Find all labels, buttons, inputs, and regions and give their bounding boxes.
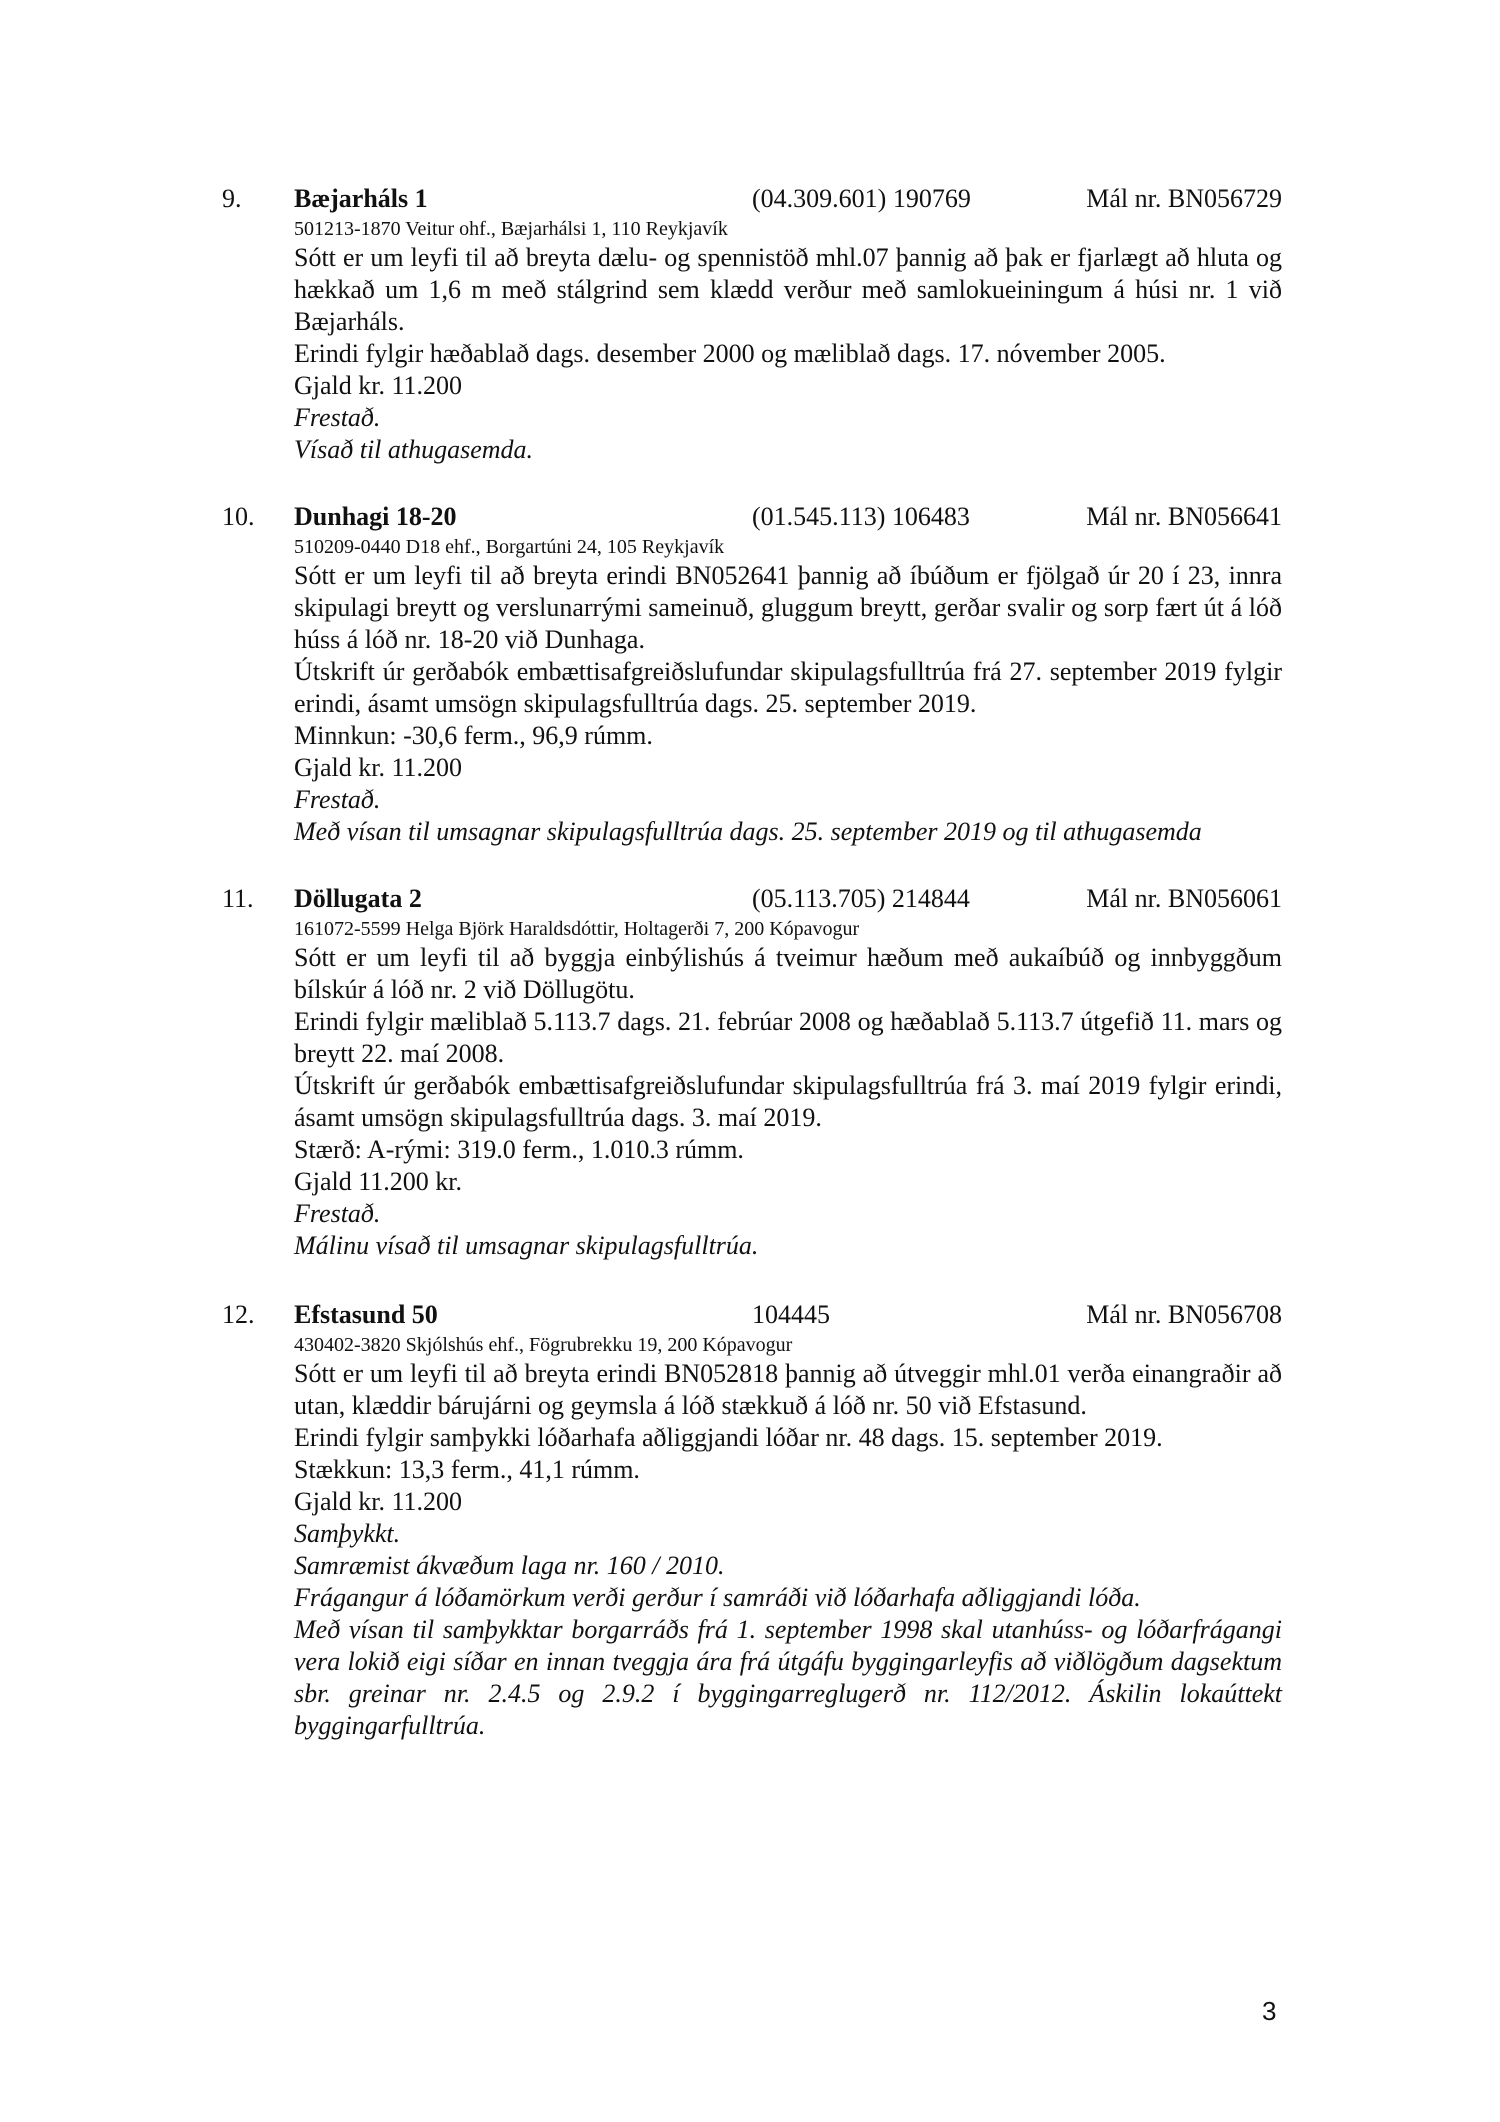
meeting-extract: Útskrift úr gerðabók embættisafgreiðslufundar skipulagsfulltrúa frá 3. maí 2019 fylgir erindi, ásamt umsögn skipulagsfulltrúa dags. 3. maí 2019. — [294, 1071, 1282, 1132]
lot-number: (05.113.705) 214844 — [752, 884, 970, 913]
size: Stærð: A-rými: 319.0 ferm., 1.010.3 rúmm. — [294, 1135, 744, 1164]
description: Sótt er um leyfi til að breyta erindi BN052641 þannig að íbúðum er fjölgað úr 20 í 23, innra skipulagi breytt og verslunarrými sameinuð, gluggum breytt, gerðar svalir og sorp fært út á lóð húss á lóð nr. 18-20 við Dunhaga. — [294, 561, 1282, 654]
attachments: Erindi fylgir hæðablað dags. desember 2000 og mæliblað dags. 17. nóvember 2005. — [294, 339, 1166, 368]
case-number: 9. — [222, 184, 242, 213]
decision-note: Málinu vísað til umsagnar skipulagsfulltrúa. — [294, 1231, 759, 1260]
applicant: 161072-5599 Helga Björk Haraldsdóttir, Holtagerði 7, 200 Kópavogur — [294, 918, 860, 940]
attachments: Erindi fylgir mæliblað 5.113.7 dags. 21. febrúar 2008 og hæðablað 5.113.7 útgefið 11. mars og breytt 22. maí 2008. — [294, 1007, 1282, 1068]
case-title: Döllugata 2 — [294, 884, 422, 913]
case-header — [222, 1298, 1282, 1332]
lot-number: (01.545.113) 106483 — [752, 502, 970, 531]
case-item-bæjarhals — [222, 182, 1282, 466]
size-change: Minnkun: -30,6 ferm., 96,9 rúmm. — [294, 721, 653, 750]
case-id: Mál nr. BN056061 — [1086, 884, 1282, 913]
case-body — [294, 216, 1282, 466]
case-header — [222, 500, 1282, 534]
case-id: Mál nr. BN056729 — [1086, 184, 1282, 213]
lot-number: 104445 — [752, 1300, 830, 1329]
case-title: Efstasund 50 — [294, 1300, 438, 1329]
case-header — [222, 182, 1282, 216]
fee: Gjald kr. 11.200 — [294, 371, 463, 400]
decision: Frestað. — [294, 1199, 381, 1228]
case-id: Mál nr. BN056708 — [1086, 1300, 1282, 1329]
case-title: Bæjarháls 1 — [294, 184, 428, 213]
description: Sótt er um leyfi til að breyta dælu- og spennistöð mhl.07 þannig að þak er fjarlægt að hluta og hækkað um 1,6 m með stálgrind sem klædd verður með samlokueiningum á húsi nr. 1 við Bæjarháls. — [294, 243, 1282, 336]
page-number: 3 — [1262, 1996, 1277, 2026]
fee: Gjald kr. 11.200 — [294, 753, 463, 782]
decision-note: Með vísan til umsagnar skipulagsfulltrúa dags. 25. september 2019 og til athugasemda — [294, 817, 1202, 846]
attachments: Útskrift úr gerðabók embættisafgreiðslufundar skipulagsfulltrúa frá 27. september 2019 fylgir erindi, ásamt umsögn skipulagsfulltrúa dags. 25. september 2019. — [294, 657, 1282, 718]
case-number: 11. — [222, 884, 254, 913]
case-item-efstasund — [222, 1298, 1282, 1742]
size-change: Stækkun: 13,3 ferm., 41,1 rúmm. — [294, 1455, 640, 1484]
decision: Frestað. — [294, 785, 381, 814]
decision: Frestað. — [294, 403, 381, 432]
case-id: Mál nr. BN056641 — [1086, 502, 1282, 531]
case-item-dunhagi — [222, 500, 1282, 848]
fee: Gjald 11.200 kr. — [294, 1167, 463, 1196]
lot-number: (04.309.601) 190769 — [752, 184, 971, 213]
case-number: 10. — [222, 502, 255, 531]
description: Sótt er um leyfi til að byggja einbýlishús á tveimur hæðum með aukaíbúð og innbyggðum bílskúr á lóð nr. 2 við Döllugötu. — [294, 943, 1282, 1004]
description: Sótt er um leyfi til að breyta erindi BN052818 þannig að útveggir mhl.01 verða einangraðir að utan, klæddir bárujárni og geymsla á lóð stækkuð á lóð nr. 50 við Efstasund. — [294, 1359, 1282, 1420]
applicant: 430402-3820 Skjólshús ehf., Fögrubrekku 19, 200 Kópavogur — [294, 1334, 793, 1356]
applicant: 510209-0440 D18 ehf., Borgartúni 24, 105 Reykjavík — [294, 536, 725, 558]
case-body — [294, 1332, 1282, 1742]
case-title: Dunhagi 18-20 — [294, 502, 457, 531]
decision-note: Með vísan til samþykktar borgarráðs frá 1. september 1998 skal utanhúss- og lóðarfrágangi vera lokið eigi síðar en innan tveggja ára frá útgáfu byggingarleyfis að viðlögðum dagsektum sbr. greinar nr. 2.4.5 og 2.9.2 í byggingarreglugerð nr. 112/2012. Áskilin lokaúttekt byggingarfulltrúa. — [294, 1615, 1282, 1740]
law-compliance: Samræmist ákvæðum laga nr. 160 / 2010. — [294, 1551, 725, 1580]
decision: Samþykkt. — [294, 1519, 401, 1548]
case-number: 12. — [222, 1300, 255, 1329]
case-item-dollugata — [222, 882, 1282, 1262]
condition: Frágangur á lóðamörkum verði gerður í samráði við lóðarhafa aðliggjandi lóða. — [294, 1583, 1141, 1612]
applicant: 501213-1870 Veitur ohf., Bæjarhálsi 1, 110 Reykjavík — [294, 218, 728, 240]
attachments: Erindi fylgir samþykki lóðarhafa aðliggjandi lóðar nr. 48 dags. 15. september 2019. — [294, 1423, 1163, 1452]
decision-note: Vísað til athugasemda. — [294, 435, 534, 464]
case-body — [294, 916, 1282, 1262]
case-body — [294, 534, 1282, 848]
case-header — [222, 882, 1282, 916]
fee: Gjald kr. 11.200 — [294, 1487, 463, 1516]
